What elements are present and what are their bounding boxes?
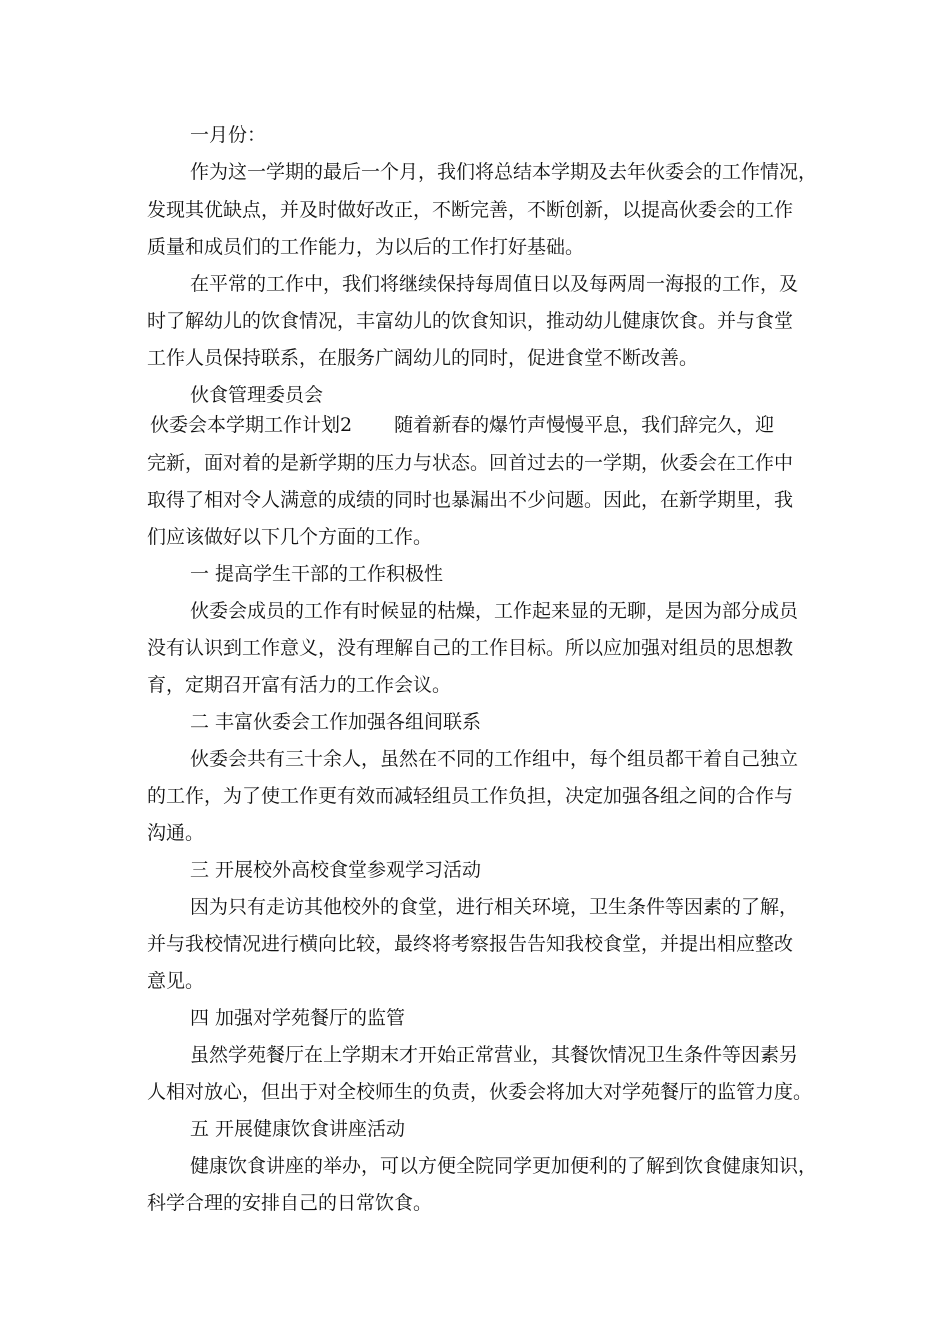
text-line: 并与我校情况进行横向比较，最终将考察报告告知我校食堂，并提出相应整改 (147, 933, 794, 955)
plan-title: 伙委会本学期工作计划2 (150, 414, 353, 436)
section-heading: 五 开展健康饮食讲座活动 (190, 1118, 406, 1140)
section-heading: 一 提高学生干部的工作积极性 (190, 563, 444, 585)
plan-title-line (0, 413, 950, 437)
section-heading: 三 开展校外高校食堂参观学习活动 (190, 859, 482, 881)
text-line: 虽然学苑餐厅在上学期末才开始正常营业，其餐饮情况卫生条件等因素另 (190, 1044, 799, 1066)
text-line: 完新，面对着的是新学期的压力与状态。回首过去的一学期，伙委会在工作中 (147, 452, 794, 474)
plan-intro: 随着新春的爆竹声慢慢平息，我们辞完久，迎 (394, 414, 775, 436)
text-line: 意见。 (147, 970, 205, 992)
text-line: 健康饮食讲座的举办，可以方便全院同学更加便利的了解到饮食健康知识， (190, 1155, 818, 1177)
text-line: 作为这一学期的最后一个月，我们将总结本学期及去年伙委会的工作情况， (190, 161, 818, 183)
section-heading: 四 加强对学苑餐厅的监管 (190, 1007, 406, 1029)
text-line: 科学合理的安排自己的日常饮食。 (147, 1192, 433, 1214)
text-line: 的工作，为了使工作更有效而减轻组员工作负担，决定加强各组之间的合作与 (147, 785, 794, 807)
text-line: 育，定期召开富有活力的工作会议。 (147, 674, 452, 696)
text-line: 伙委会成员的工作有时候显的枯燥，工作起来显的无聊，是因为部分成员 (190, 600, 799, 622)
text-line: 们应该做好以下几个方面的工作。 (147, 526, 433, 548)
text-line: 在平常的工作中，我们将继续保持每周值日以及每两周一海报的工作，及 (190, 273, 799, 295)
text-line: 时了解幼儿的饮食情况，丰富幼儿的饮食知识，推动幼儿健康饮食。并与食堂 (147, 310, 794, 332)
text-line: 伙委会共有三十余人，虽然在不同的工作组中，每个组员都干着自己独立 (190, 748, 799, 770)
text-line: 没有认识到工作意义，没有理解自己的工作目标。所以应加强对组员的思想教 (147, 637, 794, 659)
text-line: 人相对放心，但出于对全校师生的负责，伙委会将加大对学苑餐厅的监管力度。 (147, 1081, 813, 1103)
text-line: 发现其优缺点，并及时做好改正，不断完善，不断创新，以提高伙委会的工作 (147, 199, 794, 221)
text-line: 伙食管理委员会 (190, 384, 324, 406)
section-heading: 二 丰富伙委会工作加强各组间联系 (190, 711, 482, 733)
text-line: 质量和成员们的工作能力，为以后的工作打好基础。 (147, 236, 585, 258)
text-line: 一月份： (190, 124, 267, 146)
text-line: 沟通。 (147, 822, 205, 844)
text-line: 因为只有走访其他校外的食堂，进行相关环境，卫生条件等因素的了解， (190, 896, 799, 918)
text-line: 取得了相对令人满意的成绩的同时也暴漏出不少问题。因此，在新学期里，我 (147, 489, 794, 511)
text-line: 工作人员保持联系，在服务广阔幼儿的同时，促进食堂不断改善。 (147, 347, 699, 369)
